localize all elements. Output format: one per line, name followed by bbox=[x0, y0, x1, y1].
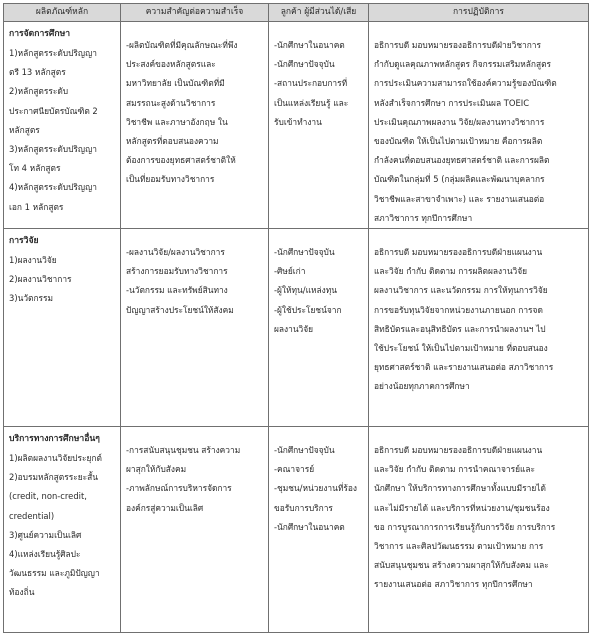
cell-importance bbox=[121, 427, 269, 633]
operation-line: วิชาการ และศิลปวัฒนธรรม ตามเป้าหมาย การ bbox=[374, 541, 544, 552]
importance-line: วิชาชีพ และภาษาอังกฤษ ใน bbox=[126, 116, 228, 127]
product-line: 2)หลักสูตรระดับ bbox=[9, 86, 69, 97]
operation-line: อธิการบดี มอบหมายรองอธิการบดีฝ่ายแผนงาน bbox=[374, 445, 543, 456]
importance-line: หลักสูตรที่ตอบสนองความ bbox=[126, 136, 219, 147]
importance-line: ประสงค์ของหลักสูตรและ bbox=[126, 59, 216, 70]
operation-line: ของบัณฑิต ให้เป็นไปตามเป้าหมาย คือการผลิต bbox=[374, 136, 543, 147]
operation-line: วิชาชีพและสาขาจำเพาะ) และ รายงานเสนอต่อ bbox=[374, 193, 545, 204]
operation-line: การประเมินความสามารถใช้องค์ความรู้ของบัณฑิต bbox=[374, 78, 557, 89]
section-title: การจัดการศึกษา bbox=[9, 29, 71, 39]
stakeholder-line: -สถานประกอบการที่ bbox=[274, 78, 348, 89]
operation-line: ใช้ประโยชน์ ให้เป็นไปตามเป้าหมาย ที่ตอบสนอง bbox=[374, 343, 548, 354]
product-line: 4)แหล่งเรียนรู้ศิลปะ bbox=[9, 549, 81, 560]
importance-line: ปัญญาสร้างประโยชน์ให้สังคม bbox=[126, 304, 234, 315]
section-title: บริการทางการศึกษาอื่นๆ bbox=[9, 434, 100, 445]
product-line: วัฒนธรรม และภูมิปัญญา bbox=[9, 568, 100, 579]
cell-operations bbox=[369, 22, 589, 229]
product-line: 1)ผลงานวิจัย bbox=[9, 255, 57, 266]
stakeholder-line: -นักศึกษาในอนาคต bbox=[274, 40, 345, 50]
product-line: 4)หลักสูตรระดับปริญญา bbox=[9, 182, 97, 193]
stakeholder-line: -นักศึกษาในอนาคต bbox=[274, 521, 345, 532]
operation-line: นักศึกษา ให้บริการทางการศึกษาทั้งแบบมีรายได้ bbox=[374, 483, 546, 494]
stakeholder-line: ขอรับการบริการ bbox=[274, 502, 333, 513]
operation-line: หลังสำเร็จการศึกษา การประเมินผล TOEIC bbox=[374, 97, 530, 108]
operation-line: กำลังคนที่ตอบสนองยุทธศาสตร์ชาติ และการผลิต bbox=[374, 155, 550, 166]
operation-line: ขอ การบูรณาการการเรียนรู้กับการวิจัย การบริการ bbox=[374, 521, 556, 532]
operation-line: รายงานเสนอต่อ สภาวิชาการ ทุกปีการศึกษา bbox=[374, 579, 533, 590]
operation-line: และวิจัย กำกับ ติดตาม การผลิตผลงานวิจัย bbox=[374, 266, 528, 277]
product-line: 2)อบรมหลักสูตรระยะสั้น bbox=[9, 472, 98, 483]
stakeholder-line: -ศิษย์เก่า bbox=[274, 266, 306, 277]
product-line: 1)ผลิตผลงานวิจัยประยุกต์ bbox=[9, 453, 102, 464]
operation-line: สิทธิบัตรและอนุสิทธิบัตร และการนำผลงานฯ ไป bbox=[374, 323, 546, 334]
operation-line: ผลงานวิชาการ และนวัตกรรม การให้ทุนการวิจัย bbox=[374, 285, 548, 296]
importance-line: -นวัตกรรม และทรัพย์สินทาง bbox=[126, 285, 228, 296]
importance-line: -ผลงานวิจัย/ผลงานวิชาการ bbox=[126, 247, 225, 258]
cell-stakeholders bbox=[269, 229, 369, 427]
operation-line: ยุทธศาสตร์ชาติ และรายงานเสนอต่อ สภาวิชาการ bbox=[374, 362, 554, 373]
product-line: 3)ศูนย์ความเป็นเลิศ bbox=[9, 529, 82, 540]
cell-stakeholders bbox=[269, 22, 369, 229]
operation-line: การขอรับทุนวิจัยจากหน่วยงานภายนอก การจด bbox=[374, 304, 543, 315]
importance-line: เป็นที่ยอมรับทางวิชาการ bbox=[126, 174, 215, 185]
importance-line: สร้างการยอมรับทางวิชาการ bbox=[126, 266, 228, 277]
cell-importance bbox=[121, 22, 269, 229]
stakeholder-line: -นักศึกษาปัจจุบัน bbox=[274, 445, 335, 456]
cell-stakeholders bbox=[269, 427, 369, 633]
importance-line: องค์กรสู่ความเป็นเลิศ bbox=[126, 502, 204, 513]
cell-operations bbox=[369, 427, 589, 633]
table-row-education bbox=[4, 22, 589, 229]
product-line: credential) bbox=[9, 510, 55, 521]
table-row-research bbox=[4, 229, 589, 427]
product-line: 2)ผลงานวิชาการ bbox=[9, 274, 72, 285]
stakeholder-line: -นักศึกษาปัจจุบัน bbox=[274, 59, 335, 70]
header-main-products: ผลิตภัณฑ์หลัก bbox=[4, 4, 121, 22]
operation-line: อธิการบดี มอบหมายรองอธิการบดีฝ่ายแผนงาน bbox=[374, 247, 543, 258]
stakeholder-line: รับเข้าทำงาน bbox=[274, 116, 322, 127]
product-line: (credit, non-credit, bbox=[9, 491, 87, 502]
operation-line: ประเมินคุณภาพผลงาน วิจัย/ผลงานทางวิชาการ bbox=[374, 116, 545, 127]
operation-line: และวิจัย กำกับ ติดตาม การนำคณาจารย์และ bbox=[374, 464, 536, 475]
cell-products bbox=[4, 427, 121, 633]
importance-line: สมรรถนะสูงด้านวิชาการ bbox=[126, 97, 216, 108]
cell-products bbox=[4, 229, 121, 427]
operation-line: อย่างน้อยทุกภาคการศึกษา bbox=[374, 381, 470, 392]
stakeholder-line: -นักศึกษาปัจจุบัน bbox=[274, 247, 335, 258]
product-line: ตรี 13 หลักสูตร bbox=[9, 67, 66, 78]
operation-line: สนับสนุนชุมชน สร้างความผาสุกให้กับสังคม และ bbox=[374, 560, 549, 571]
stakeholder-line: -ผู้ใช้ประโยชน์จาก bbox=[274, 304, 342, 315]
section-title: การวิจัย bbox=[9, 236, 39, 247]
operation-line: กำกับดูแลคุณภาพหลักสูตร กิจกรรมเสริมหลักสูตร bbox=[374, 59, 552, 70]
product-line: เอก 1 หลักสูตร bbox=[9, 201, 64, 212]
importance-line: มหาวิทยาลัย เป็นบัณฑิตที่มี bbox=[126, 78, 225, 89]
cell-operations bbox=[369, 229, 589, 427]
importance-line: -การสนับสนุนชุมชน สร้างความ bbox=[126, 445, 241, 456]
importance-line: -ผลิตบัณฑิตที่มีคุณลักษณะที่พึง bbox=[126, 40, 238, 50]
product-line: 1)หลักสูตรระดับปริญญา bbox=[9, 48, 97, 58]
operations-table bbox=[3, 3, 589, 633]
stakeholder-line: ผลงานวิจัย bbox=[274, 323, 314, 334]
product-line: หลักสูตร bbox=[9, 124, 40, 135]
product-line: ประกาศนียบัตรบัณฑิต 2 bbox=[9, 105, 98, 116]
operation-line: สภาวิชาการ ทุกปีการศึกษา bbox=[374, 212, 473, 223]
operation-line: และไม่มีรายได้ และบริการที่หน่วยงาน/ชุมชนร้อง bbox=[374, 502, 550, 513]
header-operations: การปฏิบัติการ bbox=[369, 4, 589, 22]
operation-line: บัณฑิตในกลุ่มที่ 5 (กลุ่มผลิตและพัฒนาบุคลากร bbox=[374, 174, 545, 185]
header-importance: ความสำคัญต่อความสำเร็จ bbox=[121, 4, 269, 22]
cell-importance bbox=[121, 229, 269, 427]
stakeholder-line: -ผู้ให้ทุน/แหล่งทุน bbox=[274, 285, 337, 296]
cell-products bbox=[4, 22, 121, 229]
table-row-academic-services bbox=[4, 427, 589, 633]
table-header-row bbox=[4, 4, 589, 22]
stakeholder-line: -ชุมชน/หน่วยงานที่ร้อง bbox=[274, 483, 357, 494]
importance-line: ต้องการของยุทธศาสตร์ชาติให้ bbox=[126, 155, 236, 166]
product-line: 3)หลักสูตรระดับปริญญา bbox=[9, 144, 97, 155]
product-line: 3)นวัตกรรม bbox=[9, 293, 54, 304]
product-line: โท 4 หลักสูตร bbox=[9, 163, 61, 174]
importance-line: ผาสุกให้กับสังคม bbox=[126, 464, 187, 475]
product-line: ท้องถิ่น bbox=[9, 587, 35, 598]
importance-line: -ภาพลักษณ์การบริหารจัดการ bbox=[126, 483, 232, 494]
stakeholder-line: -คณาจารย์ bbox=[274, 464, 315, 475]
stakeholder-line: เป็นแหล่งเรียนรู้ และ bbox=[274, 97, 349, 108]
header-stakeholders: ลูกค้า ผู้มีส่วนได้/เสีย bbox=[269, 4, 369, 22]
operation-line: อธิการบดี มอบหมายรองอธิการบดีฝ่ายวิชาการ bbox=[374, 40, 542, 50]
